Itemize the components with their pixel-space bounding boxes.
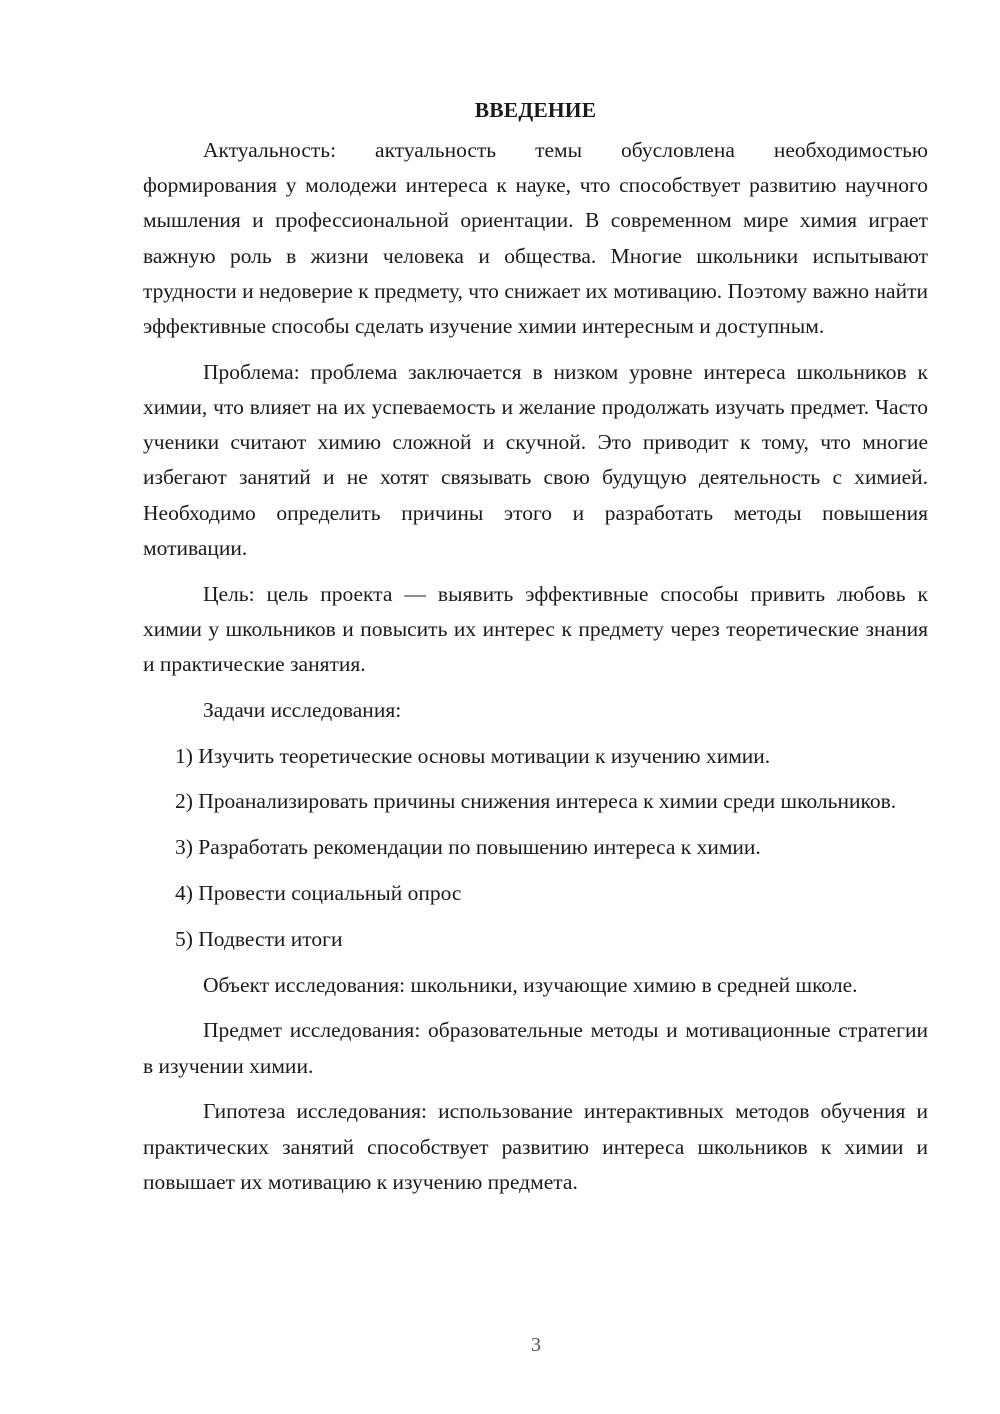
page-content xyxy=(143,93,928,1211)
task-item-5: 5) Подвести итоги xyxy=(175,926,343,951)
paragraph-relevance: Актуальность: актуальность темы обусловлена необходимостью формирования у молодежи интереса к науке, что способствует развитию научного мышления и профессиональной ориентации. В современном мире химия играет важную роль в жизни человека и общества. Многие школьники испытывают трудности и недоверие к предмету, что снижает их мотивацию. Поэтому важно найти эффективные способы сделать изучение химии интересным и доступным. xyxy=(143,138,928,339)
task-item-3: 3) Разработать рекомендации по повышению интереса к химии. xyxy=(175,835,761,860)
paragraph-tasks-title: Задачи исследования: xyxy=(203,697,402,722)
paragraph-goal: Цель: цель проекта — выявить эффективные способы привить любовь к химии у школьников и повысить их интерес к предмету через теоретические знания и практические занятия. xyxy=(143,581,928,677)
section-heading: ВВЕДЕНИЕ xyxy=(474,98,597,122)
page-number: 3 xyxy=(531,1334,541,1356)
paragraph-problem: Проблема: проблема заключается в низком уровне интереса школьников к химии, что влияет на их успеваемость и желание продолжать изучать предмет. Часто ученики считают химию сложной и скучной. Это приводит к тому, что многие избегают занятий и не хотят связывать свою будущую деятельность с химией. Необходимо определить причины этого и разработать методы повышения мотивации. xyxy=(143,359,928,560)
paragraph-object: Объект исследования: школьники, изучающие химию в средней школе. xyxy=(203,972,858,997)
task-item-4: 4) Провести социальный опрос xyxy=(175,881,462,906)
paragraph-hypothesis: Гипотеза исследования: использование интерактивных методов обучения и практических занятий способствует развитию интереса школьников к химии и повышает их мотивацию к изучению предмета. xyxy=(143,1099,928,1194)
task-item-2: 2) Проанализировать причины снижения интереса к химии среди школьников. xyxy=(175,789,897,814)
paragraph-subject: Предмет исследования: образовательные методы и мотивационные стратегии в изучении химии. xyxy=(143,1018,928,1078)
task-item-1: 1) Изучить теоретические основы мотивации к изучению химии. xyxy=(175,743,771,768)
